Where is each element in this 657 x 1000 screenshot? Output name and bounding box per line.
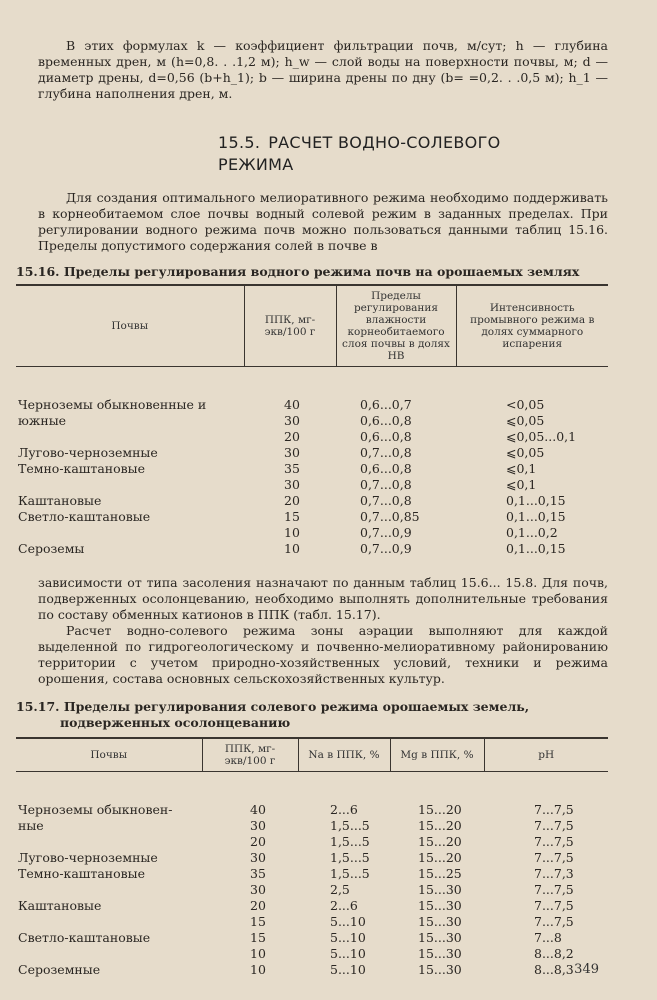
- cell-mg: 15...30: [418, 914, 462, 929]
- cell-humidity: 0,6...0,7: [360, 397, 412, 412]
- cell-ph: 8...8,3: [534, 962, 574, 977]
- section-title: РАСЧЕТ ВОДНО-СОЛЕВОГО РЕЖИМА: [218, 133, 501, 174]
- table-row: [16, 930, 608, 946]
- table-16-header-row: [16, 285, 608, 367]
- cell-intensity: ⩽0,05: [506, 445, 545, 460]
- middle-paragraph-1: зависимости от типа засоления назначают по данным таблиц 15.6... 15.8. Для почв, подверженных осолонцеванию, необходимо выполнять дополнительные требования по составу обменных катионов в ППК (табл. 15.17).: [38, 575, 608, 622]
- cell-ppk: 20: [284, 429, 300, 444]
- table-row: [16, 525, 608, 541]
- cell-ph: 7...7,5: [534, 802, 574, 817]
- table-17-title-line1: 15.17. Пределы регулирования солевого режима орошаемых земель,: [16, 699, 530, 714]
- cell-humidity: 0,6...0,8: [360, 429, 412, 444]
- cell-ppk: 35: [250, 866, 266, 881]
- cell-ppk: 40: [250, 802, 266, 817]
- cell-intensity: 0,1...0,2: [506, 525, 558, 540]
- cell-ph: 7...7,5: [534, 818, 574, 833]
- table-16-title: 15.16. Пределы регулирования водного режима почв на орошаемых землях: [16, 264, 580, 279]
- table-17-title: [16, 699, 608, 731]
- cell-ppk: 20: [250, 898, 266, 913]
- table-row: [16, 493, 608, 509]
- cell-soil: Светло-каштановые: [18, 930, 151, 945]
- table-row: [16, 429, 608, 445]
- book-page: [16, 38, 608, 978]
- table-16-body: [16, 367, 608, 558]
- cell-ph: 8...8,2: [534, 946, 574, 961]
- table-row: [16, 850, 608, 866]
- cell-na: 1,5...5: [330, 818, 370, 833]
- cell-intensity: ⩽0,1: [506, 477, 537, 492]
- cell-ppk: 10: [250, 962, 266, 977]
- cell-soil: [16, 429, 244, 445]
- table-row: [16, 962, 608, 978]
- cell-ppk: 35: [284, 461, 300, 476]
- cell-ph: 7...7,5: [534, 882, 574, 897]
- cell-soil: Темно-каштановые: [18, 866, 146, 881]
- cell-intensity: ⩽0,05: [506, 413, 545, 428]
- cell-ppk: 30: [284, 445, 300, 460]
- table-row: [16, 413, 608, 429]
- cell-soil: [16, 834, 202, 850]
- cell-ppk: 10: [284, 541, 300, 556]
- cell-soil: Светло-каштановые: [18, 509, 151, 524]
- cell-soil: Лугово-черноземные: [18, 445, 158, 460]
- cell-soil: Лугово-черноземные: [18, 850, 158, 865]
- cell-ppk: 20: [284, 493, 300, 508]
- cell-intensity: 0,1...0,15: [506, 509, 566, 524]
- cell-na: 5...10: [330, 914, 366, 929]
- cell-soil: [16, 914, 202, 930]
- cell-humidity: 0,7...0,8: [360, 445, 412, 460]
- cell-humidity: 0,7...0,8: [360, 493, 412, 508]
- cell-ph: 7...7,5: [534, 850, 574, 865]
- table-16-wrapper: [18, 284, 608, 557]
- table-row: [16, 866, 608, 882]
- cell-ph: 7...8: [534, 930, 562, 945]
- cell-soil: [16, 525, 244, 541]
- cell-humidity: 0,6...0,8: [360, 413, 412, 428]
- cell-na: 1,5...5: [330, 866, 370, 881]
- cell-mg: 15...20: [418, 850, 462, 865]
- cell-mg: 15...30: [418, 962, 462, 977]
- cell-ppk: 10: [284, 525, 300, 540]
- cell-ph: 7...7,5: [534, 834, 574, 849]
- cell-ppk: 20: [250, 834, 266, 849]
- table-17-title-line2: подверженных осолонцеванию: [60, 715, 291, 730]
- cell-na: 5...10: [330, 962, 366, 977]
- cell-soil: Каштановые: [18, 493, 102, 508]
- table-row: [16, 509, 608, 525]
- cell-intensity: 0,1...0,15: [506, 541, 566, 556]
- table-row: [16, 541, 608, 557]
- intro-paragraph: Для создания оптимального мелиоративного режима необходимо поддерживать в корнеобитаемом слое почвы водный солевой режим в заданных пределах. При регулировании водного режима почв можно пользоваться данными таблиц 15.16. Пределы допустимого содержания солей в почве в: [38, 190, 608, 253]
- cell-soil: южные: [18, 413, 67, 428]
- table-17-wrapper: [18, 737, 608, 978]
- middle-paragraph-2: Расчет водно-солевого режима зоны аэрации выполняют для каждой выделенной по гидрогеологическому и почвенно-мелиоративному районированию территории с учетом природно-хозяйственных условий, техники и режима орошения, состава основных сельскохозяйственных культур.: [38, 623, 608, 686]
- cell-ppk: 10: [250, 946, 266, 961]
- cell-humidity: 0,6...0,8: [360, 461, 412, 476]
- table-16-header-humidity: Пределы регулирования влажности корнеобитаемого слоя почвы в долях НВ: [336, 285, 456, 367]
- middle-text: [38, 575, 608, 687]
- table-row: [16, 898, 608, 914]
- cell-humidity: 0,7...0,8: [360, 477, 412, 492]
- table-row: [16, 772, 608, 819]
- table-17-header-soil: Почвы: [16, 738, 202, 772]
- section-number: 15.5.: [218, 133, 261, 152]
- cell-intensity: <0,05: [506, 397, 545, 412]
- table-16-header-intensity: Интенсивность промывного режима в долях суммарного испарения: [456, 285, 608, 367]
- cell-soil: Сероземы: [18, 541, 85, 556]
- cell-na: 2...6: [330, 898, 358, 913]
- cell-ph: 7...7,5: [534, 914, 574, 929]
- cell-soil: [16, 477, 244, 493]
- cell-humidity: 0,7...0,9: [360, 525, 412, 540]
- table-17-body: [16, 772, 608, 979]
- cell-ppk: 15: [284, 509, 300, 524]
- cell-ppk: 30: [284, 477, 300, 492]
- cell-humidity: 0,7...0,85: [360, 509, 420, 524]
- table-row: [16, 367, 608, 414]
- table-17: [16, 737, 608, 978]
- cell-na: 1,5...5: [330, 850, 370, 865]
- cell-ppk: 30: [250, 850, 266, 865]
- cell-ppk: 15: [250, 914, 266, 929]
- cell-ph: 7...7,3: [534, 866, 574, 881]
- cell-soil: Сероземные: [18, 962, 101, 977]
- cell-mg: 15...20: [418, 818, 462, 833]
- table-row: [16, 477, 608, 493]
- page-number: 349: [574, 962, 599, 977]
- cell-soil: [16, 882, 202, 898]
- table-row: [16, 461, 608, 477]
- table-row: [16, 946, 608, 962]
- table-17-header-ph: pH: [484, 738, 608, 772]
- cell-mg: 15...30: [418, 882, 462, 897]
- table-row: [16, 818, 608, 834]
- cell-intensity: ⩽0,1: [506, 461, 537, 476]
- cell-na: 2,5: [330, 882, 350, 897]
- cell-mg: 15...30: [418, 930, 462, 945]
- cell-ppk: 30: [250, 818, 266, 833]
- cell-soil: Каштановые: [18, 898, 102, 913]
- cell-soil: Черноземы обыкновенные и: [18, 397, 207, 412]
- cell-intensity: ⩽0,05...0,1: [506, 429, 577, 444]
- section-heading: [218, 132, 548, 176]
- cell-soil: ные: [18, 818, 44, 833]
- table-16-header-soil: Почвы: [16, 285, 244, 367]
- cell-soil: [16, 946, 202, 962]
- table-16: [16, 284, 608, 557]
- table-row: [16, 834, 608, 850]
- cell-soil: Темно-каштановые: [18, 461, 146, 476]
- cell-na: 5...10: [330, 946, 366, 961]
- table-row: [16, 882, 608, 898]
- cell-na: 2...6: [330, 802, 358, 817]
- cell-ppk: 30: [250, 882, 266, 897]
- cell-ppk: 30: [284, 413, 300, 428]
- cell-mg: 15...30: [418, 898, 462, 913]
- table-17-header-mg: Mg в ППК, %: [390, 738, 484, 772]
- cell-mg: 15...25: [418, 866, 462, 881]
- cell-soil: Черноземы обыкновен-: [18, 802, 173, 817]
- cell-ph: 7...7,5: [534, 898, 574, 913]
- cell-ppk: 40: [284, 397, 300, 412]
- table-17-header-row: [16, 738, 608, 772]
- cell-na: 1,5...5: [330, 834, 370, 849]
- cell-mg: 15...30: [418, 946, 462, 961]
- table-row: [16, 445, 608, 461]
- cell-humidity: 0,7...0,9: [360, 541, 412, 556]
- table-17-header-ppk: ППК, мг-экв/100 г: [202, 738, 298, 772]
- formula-explanation-paragraph: В этих формулах k — коэффициент фильтрации почв, м/сут; h — глубина временных дрен, м (h=0,8. . .1,2 м); h_w — слой воды на поверхности почвы, м; d — диаметр дрены, d=0,56 (b+h_1); b — ширина дрены по дну (b= =0,2. . .0,5 м); h_1 — глубина наполнения дрен, м.: [38, 38, 608, 101]
- table-row: [16, 914, 608, 930]
- cell-mg: 15...20: [418, 802, 462, 817]
- table-16-header-ppk: ППК, мг-экв/100 г: [244, 285, 336, 367]
- cell-intensity: 0,1...0,15: [506, 493, 566, 508]
- cell-na: 5...10: [330, 930, 366, 945]
- cell-mg: 15...20: [418, 834, 462, 849]
- cell-ppk: 15: [250, 930, 266, 945]
- table-17-header-na: Na в ППК, %: [298, 738, 390, 772]
